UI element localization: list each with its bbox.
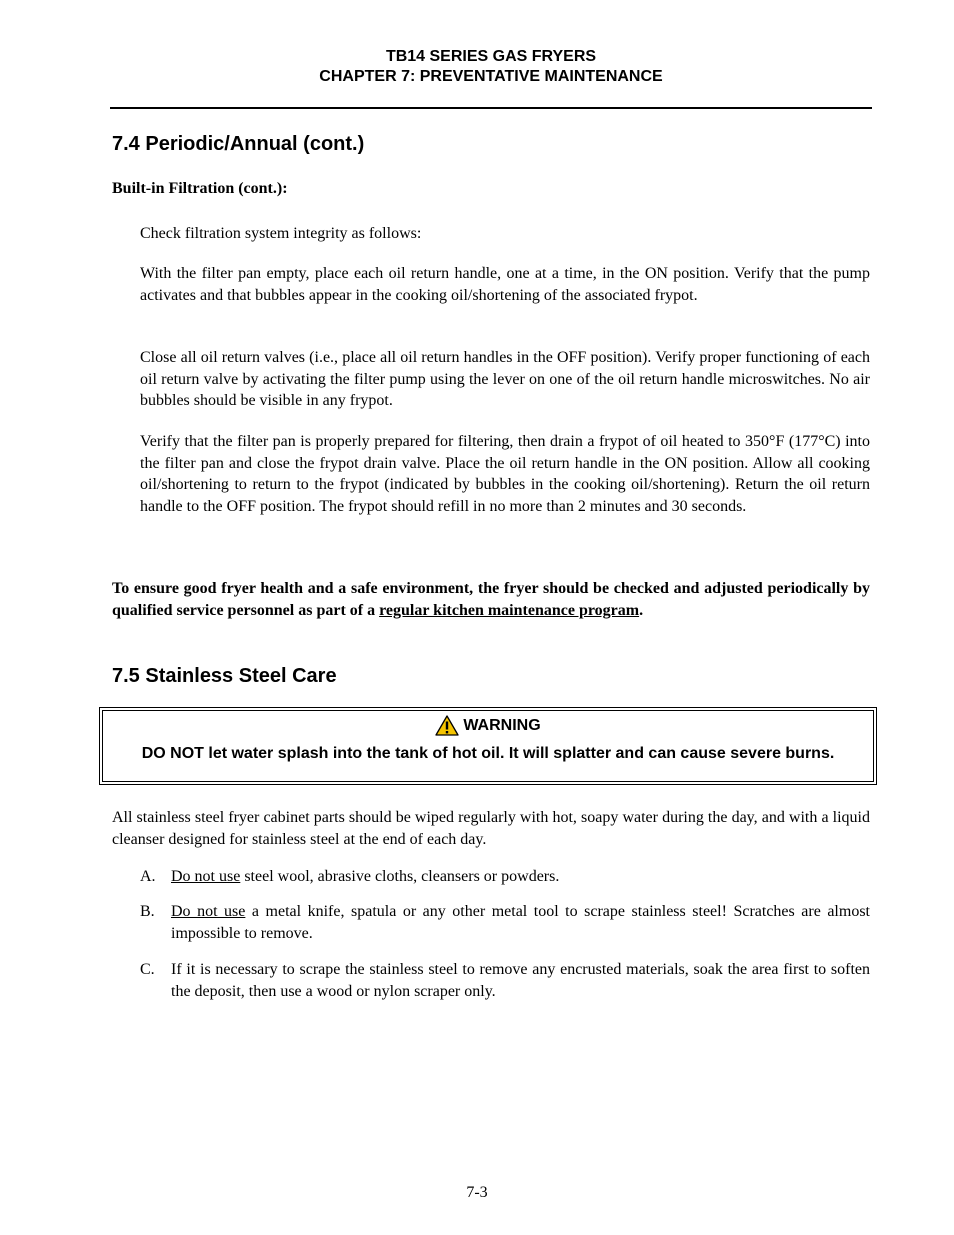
section-7-4-heading: 7.4 Periodic/Annual (cont.) [112,133,365,155]
notice-program-link: regular kitchen maintenance program [379,602,640,619]
list-item-letter: A. [140,868,156,885]
list-item-emphasis: Do not use [171,903,246,920]
notice-text: To ensure good fryer health and a safe environment, the fryer should be checked and adjusted periodically by qualified service personnel as part of a [112,580,870,619]
warning-box [102,710,874,782]
paragraph-filter-pan-empty: With the filter pan empty, place each oil return handle, one at a time, in the ON position. Verify that the pump activates and that bubbles appear in the cooking oil/shortening of the associated frypot. [140,265,870,304]
warning-title-row [435,715,540,737]
header-chapter-title: CHAPTER 7: PREVENTATIVE MAINTENANCE [319,68,663,85]
document-header [110,47,872,87]
header-series-title: TB14 SERIES GAS FRYERS [385,48,597,65]
list-item-text: a metal knife, spatula or any other metal tool to scrape stainless steel! Scratches are almost impossible to remove. [171,903,870,942]
warning-text: DO NOT let water splash into the tank of hot oil. It will splatter and can cause severe burns. [141,744,835,762]
list-item-a [140,866,870,888]
warning-title: WARNING [463,717,541,734]
header-divider [110,107,872,109]
stainless-intro: All stainless steel fryer cabinet parts should be wiped regularly with hot, soapy water during the day, and with a liquid cleanser designed for stainless steel at the end of each day. [112,809,870,848]
list-item-letter: C. [140,961,155,978]
section-7-5-heading: 7.5 Stainless Steel Care [112,665,337,687]
maintenance-notice [112,578,870,622]
list-item-text: steel wool, abrasive cloths, cleansers or powders. [240,868,560,885]
paragraph-verify-filter-pan: Verify that the filter pan is properly prepared for filtering, then drain a frypot of oil heated to 350°F (177°C) into the filter pan and close the frypot drain valve. Place the oil return handle in the ON position. Allow all cooking oil/shortening to return to the frypot (indicated by bubbles in the cooking oil/shortening). Return the oil return handle to the OFF position. The frypot should refill in no more than 2 minutes and 30 seconds. [140,433,870,515]
list-item-c [140,959,870,1002]
page-number: 7-3 [466,1184,488,1201]
notice-end: . [639,602,644,619]
paragraph-check-integrity: Check filtration system integrity as follows: [140,225,422,242]
paragraph-close-valves: Close all oil return valves (i.e., place all oil return handles in the OFF position). Verify proper functioning of each oil return valve by activating the filter pump using the lever on one of the oil return handle microswitches. No air bubbles should be visible in any frypot. [140,349,870,409]
list-item-b [140,901,870,944]
list-item-emphasis: Do not use [171,868,241,885]
list-item-letter: B. [140,903,155,920]
list-item-text: If it is necessary to scrape the stainless steel to remove any encrusted materials, soak the area first to soften the deposit, then use a wood or nylon scraper only. [171,961,870,1000]
section-7-4-subheading: Built-in Filtration (cont.): [112,180,288,197]
warning-triangle-icon [435,715,459,736]
